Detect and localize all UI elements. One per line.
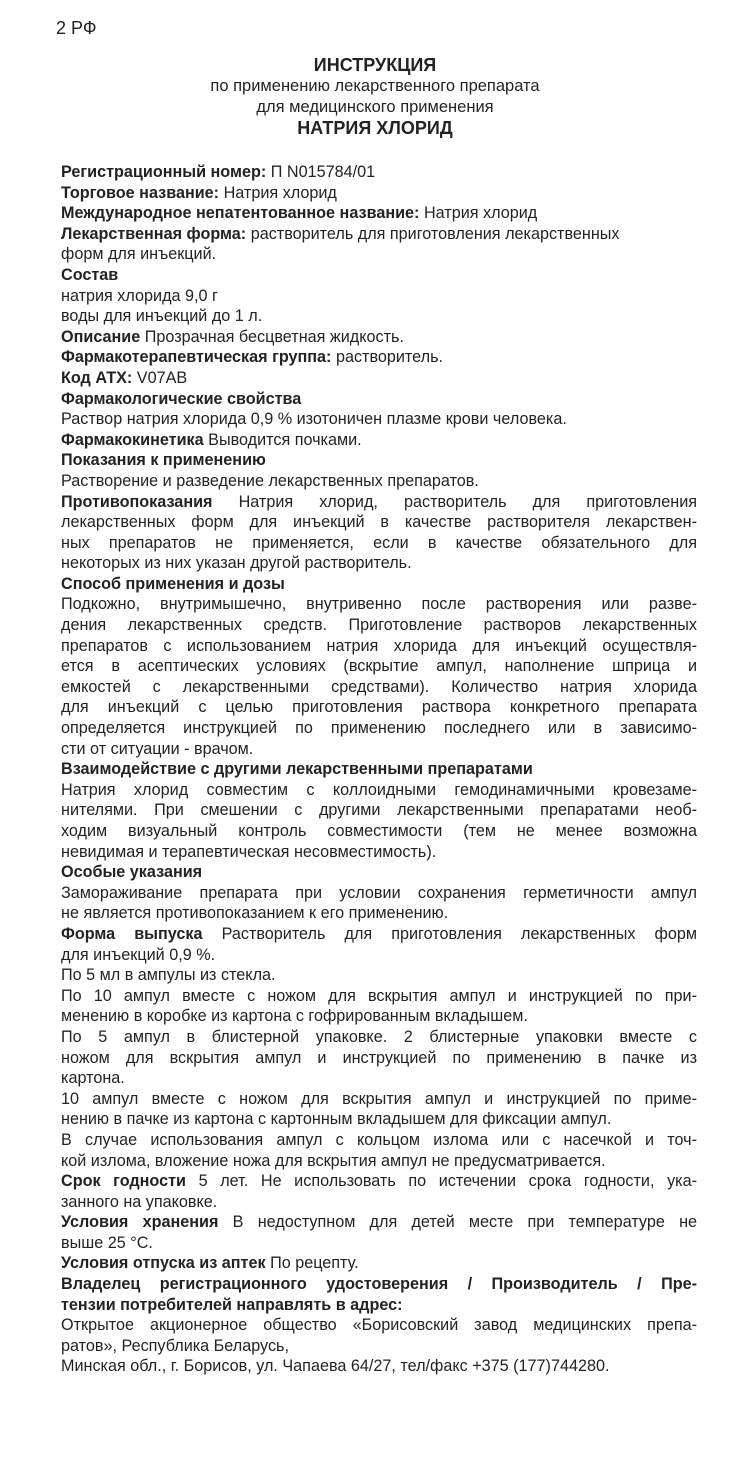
contra-line: лекарственных форм для инъекций в качестве растворителя лекарствен-: [61, 513, 697, 532]
trade-name: Торговое название: Натрия хлорид: [61, 183, 337, 202]
dosage-line: ется в асептических условиях (вскрытие ампул, наполнение шприца и: [61, 657, 697, 676]
contraindications: Противопоказания Натрия хлорид, растворитель для приготовления: [61, 492, 698, 511]
special-line: Замораживание препарата при условии сохранения герметичности ампул: [61, 883, 697, 902]
dosage-line: Подкожно, внутримышечно, внутривенно после растворения или разве-: [61, 595, 697, 614]
release-line: кой излома, вложение ножа для вскрытия ампул не предусматривается.: [61, 1151, 606, 1170]
contra-line: ных препаратов не применяется, если в качестве обязательного для: [61, 533, 697, 552]
document-subtitle-1: по применению лекарственного препарата: [210, 77, 540, 95]
pharmacokinetics: Фармакокинетика Выводится почками.: [61, 430, 362, 449]
release-line: По 10 ампул вместе с ножом для вскрытия ампул и инструкцией по при-: [61, 986, 697, 1005]
release-line: ножом для вскрытия ампул и инструкцией по применению в пачке из: [61, 1048, 697, 1067]
owner-heading: Владелец регистрационного удостоверения / Производитель / Пре-: [61, 1275, 697, 1294]
release-line: нению в пачке из картона с картонным вкладышем для фиксации ампул.: [61, 1110, 612, 1129]
release-line: для инъекций 0,9 %.: [61, 945, 216, 964]
indications-text: Растворение и разведение лекарственных препаратов.: [61, 471, 479, 490]
interaction-line: нителями. При смешении с другими лекарственными препаратами необ-: [61, 801, 697, 820]
release-line: По 5 ампул в блистерной упаковке. 2 блистерные упаковки вместе с: [61, 1027, 697, 1046]
dosage-line: для инъекций с целью приготовления раствора конкретного препарата: [61, 698, 697, 717]
dosage-line: емкостей с лекарственными средствами). Количество натрия хлорида: [61, 677, 697, 696]
description: Описание Прозрачная бесцветная жидкость.: [61, 327, 404, 346]
release-line: По 5 мл в ампулы из стекла.: [61, 966, 276, 985]
contra-line: некоторых из них указан другой растворитель.: [61, 554, 412, 573]
document-title: ИНСТРУКЦИЯ: [313, 55, 437, 75]
dosage-heading: Способ применения и дозы: [61, 574, 285, 593]
owner-line: Открытое акционерное общество «Борисовский завод медицинских препа-: [61, 1316, 697, 1335]
pharmacology-heading: Фармакологические свойства: [61, 389, 302, 408]
interaction-line: ходим визуальный контроль совместимости (тем не менее возможна: [61, 822, 697, 840]
composition-line: натрия хлорида 9,0 г: [61, 286, 218, 305]
document-body: [61, 162, 697, 1377]
inn: Международное непатентованное название: Натрия хлорид: [61, 204, 538, 223]
composition-heading: Состав: [61, 265, 119, 284]
atc-code: Код АТХ: V07AB: [61, 368, 188, 387]
release-form: Форма выпуска Растворитель для приготовления лекарственных форм: [61, 924, 697, 943]
storage-conditions: Условия хранения В недоступном для детей месте при температуре не: [61, 1213, 698, 1232]
release-line: картона.: [61, 1069, 125, 1088]
document-subtitle-2: для медицинского применения: [256, 98, 494, 116]
composition-line: воды для инъекций до 1 л.: [61, 307, 263, 326]
pharm-group: Фармакотерапевтическая группа: растворитель.: [61, 348, 444, 367]
document-header: [0, 55, 750, 139]
storage-line: выше 25 °С.: [61, 1233, 153, 1252]
page-code: 2 РФ: [56, 18, 97, 38]
release-line: В случае использования ампул с кольцом излома или с насечкой и точ-: [61, 1130, 697, 1149]
release-line: 10 ампул вместе с ножом для вскрытия ампул и инструкцией по приме-: [61, 1089, 697, 1108]
drug-name: НАТРИЯ ХЛОРИД: [297, 118, 453, 138]
special-heading: Особые указания: [61, 863, 203, 882]
dispensing-conditions: Условия отпуска из аптек По рецепту.: [61, 1254, 359, 1273]
owner-address: Минская обл., г. Борисов, ул. Чапаева 64/27, тел/факс +375 (177)744280.: [61, 1357, 610, 1376]
owner-heading-cont: тензии потребителей направлять в адрес:: [61, 1295, 403, 1314]
registration-number: Регистрационный номер: П N015784/01: [61, 163, 376, 181]
special-line: не является противопоказанием к его применению.: [61, 904, 449, 923]
shelf-life-line: занного на упаковке.: [61, 1192, 218, 1211]
dosage-line: определяется инструкцией по применению последнего или в зависимо-: [61, 719, 697, 738]
release-line: менению в коробке из картона с гофрированным вкладышем.: [61, 1007, 528, 1026]
interaction-line: невидимая и терапевтическая несовместимость).: [61, 842, 437, 861]
dosage-line: дения лекарственных средств. Приготовление растворов лекарственных: [61, 616, 697, 635]
indications-heading: Показания к применению: [61, 451, 266, 470]
interaction-line: Натрия хлорид совместим с коллоидными гемодинамичными кровезаме-: [61, 780, 697, 799]
dosage-form-cont: форм для инъекций.: [61, 245, 217, 264]
shelf-life: Срок годности 5 лет. Не использовать по истечении срока годности, ука-: [61, 1172, 697, 1191]
dosage-line: препаратов с использованием натрия хлорида для инъекций осуществля-: [61, 636, 697, 655]
owner-line: ратов», Республика Беларусь,: [61, 1336, 289, 1355]
dosage-form: Лекарственная форма: растворитель для приготовления лекарственных: [61, 224, 620, 243]
pharmacology-text: Раствор натрия хлорида 0,9 % изотоничен плазме крови человека.: [61, 410, 567, 429]
interaction-heading: Взаимодействие с другими лекарственными препаратами: [61, 760, 533, 779]
dosage-line: сти от ситуации - врачом.: [61, 739, 254, 758]
